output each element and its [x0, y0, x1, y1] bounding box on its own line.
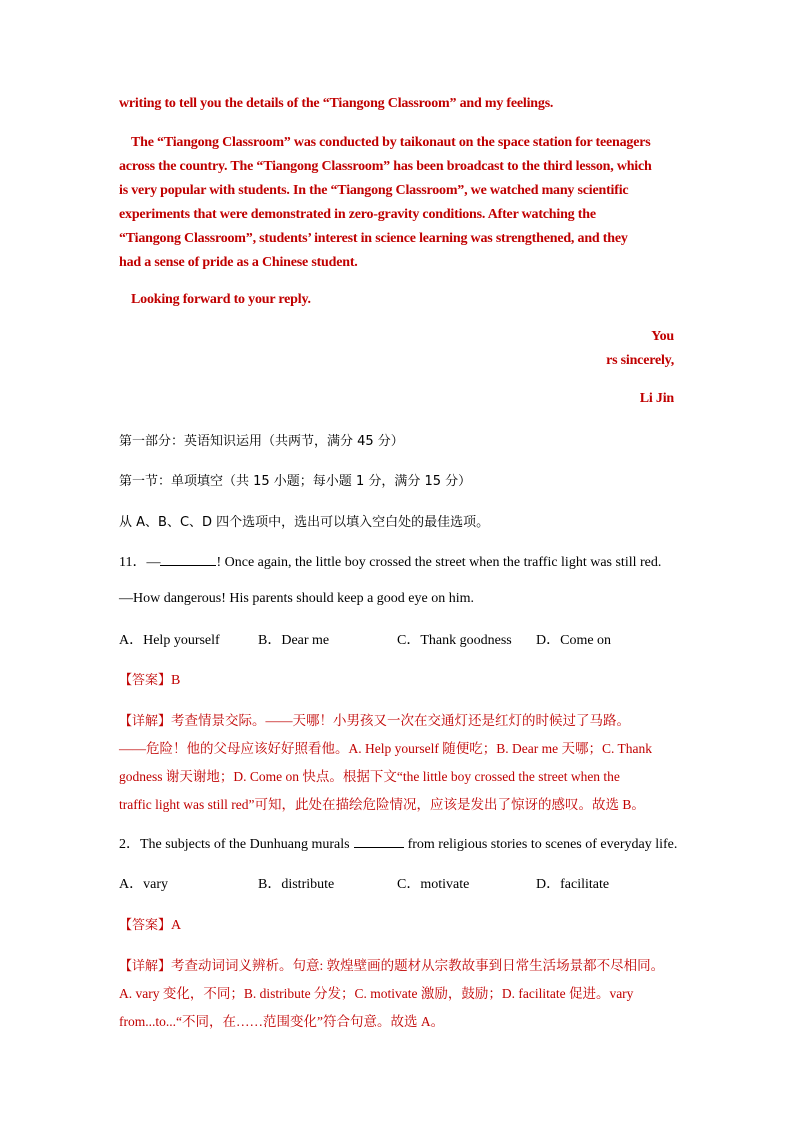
- q2-stem: [119, 833, 677, 853]
- answer-value: B: [171, 673, 181, 688]
- essay-para-line: had a sense of pride as a Chinese student.: [119, 255, 358, 270]
- essay-closing: Looking forward to your reply.: [131, 292, 311, 307]
- q11-option-a: A．Help yourself: [119, 633, 220, 648]
- answer-label: 【答案】: [119, 918, 172, 933]
- q2-explain-line: from...to...“不同，在……范围变化”符合句意。故选 A。: [119, 1014, 445, 1029]
- answer-label: 【答案】: [119, 673, 172, 688]
- q2-stem-post: from religious stories to scenes of everyday life.: [407, 837, 678, 852]
- q11-explain-line: traffic light was still red”可知，此处在描绘危险情况，应该是发出了惊讶的感叹。故选 B。: [119, 797, 645, 812]
- q11-reply: —How dangerous! His parents should keep a good eye on him.: [119, 591, 474, 606]
- q2-option-a: A．vary: [119, 877, 168, 892]
- q11-option-d: D．Come on: [536, 633, 612, 648]
- essay-para-line: experiments that were demonstrated in zero-gravity conditions. After watching the: [119, 207, 596, 222]
- q11-explain-line: ——危险！他的父母应该好好照看他。A. Help yourself 随便吃；B. Dear me 天哪；C. Thank: [119, 741, 652, 756]
- instruction: 从 A、B、C、D 四个选项中，选出可以填入空白处的最佳选项。: [119, 515, 490, 530]
- q11-option-c: C．Thank goodness: [397, 633, 512, 648]
- essay-line-1: writing to tell you the details of the “Tiangong Classroom” and my feelings.: [119, 96, 554, 111]
- q11-explain-line: [119, 709, 630, 729]
- q11-option-b: B．Dear me: [258, 633, 330, 648]
- q2-stem-pre: The subjects of the Dunhuang murals: [140, 837, 350, 852]
- q11-stem-post: ! Once again, the little boy crossed the street when the traffic light was still red.: [216, 555, 662, 570]
- q2-number: 2．: [119, 837, 140, 852]
- q11-stem-pre: —: [146, 555, 161, 570]
- essay-para-line: The “Tiangong Classroom” was conducted by taikonaut on the space station for teenagers: [131, 135, 651, 150]
- essay-para-line: is very popular with students. In the “Tiangong Classroom”, we watched many scientific: [119, 183, 629, 198]
- q11-number: 11．: [119, 555, 147, 570]
- essay-sign-2: rs sincerely,: [606, 353, 674, 368]
- essay-signature-name: Li Jin: [639, 391, 674, 406]
- q11-explain-line: godness 谢天谢地；D. Come on 快点。根据下文“the little boy crossed the street when the: [119, 769, 620, 784]
- q2-explain-line: [119, 954, 664, 974]
- q11-blank: [160, 552, 216, 566]
- answer-value: A: [171, 918, 182, 933]
- essay-para-line: “Tiangong Classroom”, students’ interest in science learning was strengthened, and they: [119, 231, 628, 246]
- essay-sign-1: You: [651, 329, 674, 344]
- explain-label: 【详解】: [119, 714, 172, 729]
- q2-answer: [119, 914, 181, 934]
- q2-explain-line: A. vary 变化，不同；B. distribute 分发；C. motivate 激励，鼓励；D. facilitate 促进。vary: [119, 986, 634, 1001]
- explain-text: 考查情景交际。——天哪！小男孩又一次在交通灯还是红灯的时候过了马路。: [171, 713, 631, 728]
- explain-label: 【详解】: [119, 959, 172, 974]
- essay-para-line: across the country. The “Tiangong Classroom” has been broadcast to the third lesson, which: [119, 159, 652, 174]
- part-title: 第一部分：英语知识运用（共两节，满分 45 分）: [119, 434, 404, 449]
- q2-option-b: B．distribute: [258, 877, 335, 892]
- q11-answer: [119, 669, 180, 689]
- q2-option-c: C．motivate: [397, 877, 470, 892]
- q2-option-d: D．facilitate: [536, 877, 610, 892]
- q11-stem: [119, 551, 661, 571]
- explain-text: 考查动词词义辨析。句意: 敦煌壁画的题材从宗教故事到日常生活场景都不尽相同。: [171, 958, 665, 973]
- q2-blank: [354, 834, 404, 848]
- section-title: 第一节：单项填空（共 15 小题；每小题 1 分，满分 15 分）: [119, 474, 472, 489]
